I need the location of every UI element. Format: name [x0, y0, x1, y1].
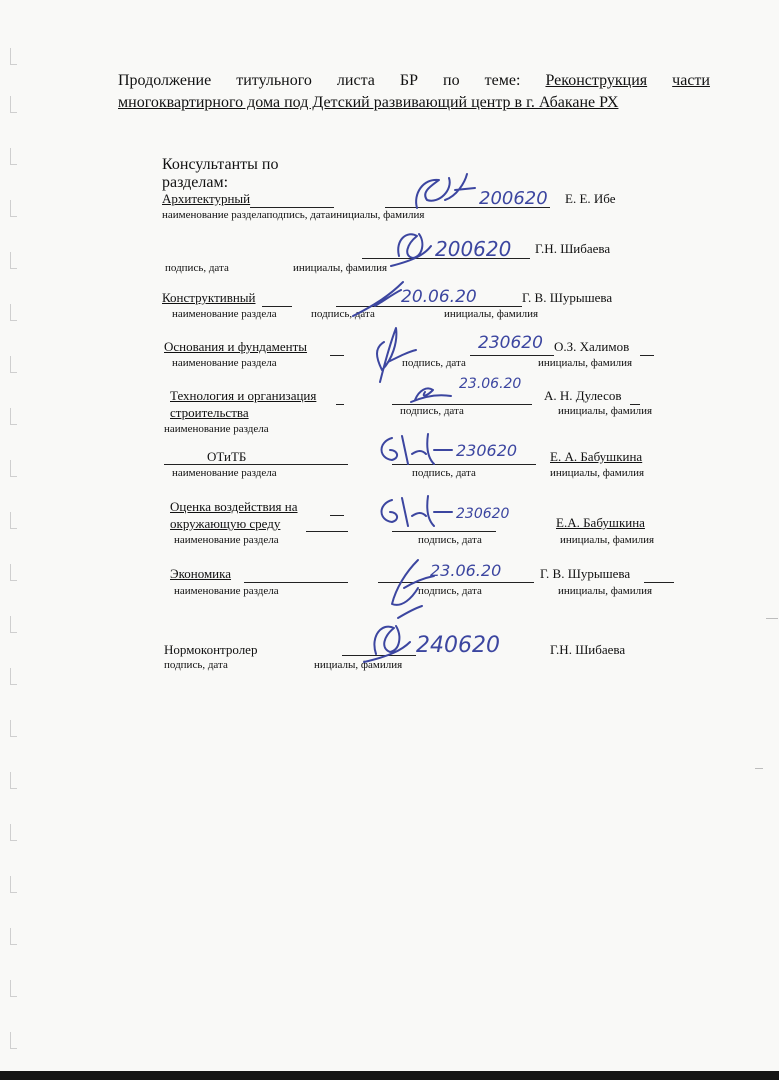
- caption-section: наименование раздела: [172, 308, 277, 320]
- consultant-name: Г.Н. Шибаева: [550, 642, 626, 657]
- fill-line: [330, 515, 344, 516]
- caption-sign-date: подпись, дата: [164, 659, 228, 671]
- caption-section: наименование раздела: [164, 423, 269, 435]
- fill-line: [262, 306, 292, 307]
- margin-mark: [10, 304, 17, 321]
- section-name: окружающую среду: [170, 516, 281, 531]
- margin-mark: [10, 1032, 17, 1049]
- consultant-name: Е. А. Бабушкина: [550, 449, 643, 464]
- fill-line: [336, 404, 344, 405]
- scan-border: [0, 1071, 779, 1080]
- margin-mark: [10, 616, 17, 633]
- fill-line: [164, 464, 348, 465]
- row-caption: наименование разделаподпись, датаинициалы, фамилия: [162, 209, 425, 221]
- title-word: Реконструкция: [545, 72, 648, 89]
- section-name: Технология и организация: [170, 388, 317, 403]
- svg-text:200620: 200620: [435, 237, 512, 261]
- caption-section: наименование раздела: [174, 534, 279, 546]
- margin-mark: [10, 512, 17, 529]
- handwritten-signature: [360, 612, 540, 668]
- margin-mark: [10, 460, 17, 477]
- caption-initials: инициалы, фамилия: [558, 405, 653, 417]
- caption-section: наименование раздела: [172, 467, 277, 479]
- consultant-name: Г.Н. Шибаева: [535, 241, 611, 256]
- consultant-name: Г. В. Шурышева: [522, 290, 613, 305]
- edge-mark: [766, 618, 778, 619]
- svg-text:200620: 200620: [479, 188, 548, 209]
- title-word: титульного: [236, 72, 312, 89]
- title-word: теме:: [484, 72, 521, 89]
- section-name: Оценка воздействия на: [170, 499, 298, 514]
- consultant-name: О.З. Халимов: [554, 339, 630, 354]
- section-name: ОТиТБ: [207, 449, 247, 464]
- handwritten-signature: [372, 490, 542, 536]
- title-word: БР: [399, 72, 418, 89]
- title-topic-line: многоквартирного дома под Детский развивающий центр в г. Абакане РХ: [118, 94, 619, 111]
- caption-sign-date: подпись, дата: [400, 405, 464, 417]
- handwritten-signature: [405, 372, 545, 408]
- handwritten-signature: [405, 170, 565, 220]
- caption-section: наименование раздела: [174, 585, 279, 597]
- section-name: Основания и фундаменты: [164, 339, 308, 354]
- caption-sign-date: подпись, дата: [165, 262, 229, 274]
- caption-initials: инициалы, фамилия: [550, 467, 645, 479]
- caption-initials: инициалы, фамилия: [293, 262, 388, 274]
- margin-mark: [10, 252, 17, 269]
- edge-mark: [755, 768, 763, 769]
- title-word: листа: [336, 72, 375, 89]
- caption-sign-date: подпись, дата: [311, 308, 375, 320]
- title-word: по: [443, 72, 460, 89]
- fill-line: [244, 582, 348, 583]
- caption-initials: инициалы, фамилия: [558, 585, 653, 597]
- section-name: строительства: [170, 405, 249, 420]
- caption-section: наименование раздела: [172, 357, 277, 369]
- consultant-name: Е. Е. Ибе: [565, 191, 616, 206]
- caption-sign-date: подпись, дата: [402, 357, 466, 369]
- document-title: [118, 70, 710, 114]
- caption-initials: инициалы, фамилия: [560, 534, 655, 546]
- section-name: Экономика: [170, 566, 232, 581]
- svg-text:230620: 230620: [456, 506, 510, 522]
- title-word: Продолжение: [118, 72, 212, 89]
- margin-mark: [10, 356, 17, 373]
- consultant-name: Е.А. Бабушкина: [556, 515, 645, 530]
- handwritten-signature: [372, 428, 552, 474]
- margin-mark: [10, 564, 17, 581]
- title-word: части: [672, 72, 710, 89]
- margin-mark: [10, 408, 17, 425]
- margin-mark: [10, 148, 17, 165]
- margin-mark: [10, 720, 17, 737]
- svg-text:23.06.20: 23.06.20: [459, 376, 522, 392]
- caption-sign-date: подпись, дата: [418, 534, 482, 546]
- caption-initials: нициалы, фамилия: [314, 659, 403, 671]
- margin-mark: [10, 200, 17, 217]
- section-name: Конструктивный: [162, 290, 256, 305]
- consultant-name: А. Н. Дулесов: [544, 388, 622, 403]
- caption-sign-date: подпись, дата: [412, 467, 476, 479]
- margin-mark: [10, 96, 17, 113]
- handwritten-signature: [345, 276, 495, 322]
- handwritten-signature: [385, 226, 545, 272]
- margin-mark: [10, 48, 17, 65]
- margin-mark: [10, 668, 17, 685]
- fill-line: [330, 355, 344, 356]
- svg-text:23.06.20: 23.06.20: [430, 561, 502, 580]
- margin-mark: [10, 980, 17, 997]
- fill-line: [640, 355, 654, 356]
- margin-mark: [10, 772, 17, 789]
- caption-sign-date: подпись, дата: [418, 585, 482, 597]
- svg-text:20.06.20: 20.06.20: [401, 287, 477, 307]
- fill-line: [306, 531, 348, 532]
- caption-initials: инициалы, фамилия: [444, 308, 539, 320]
- consultant-name: Г. В. Шурышева: [540, 566, 631, 581]
- caption-initials: инициалы, фамилия: [538, 357, 633, 369]
- margin-mark: [10, 928, 17, 945]
- margin-mark: [10, 876, 17, 893]
- margin-mark: [10, 824, 17, 841]
- consultants-heading: разделам:: [162, 174, 229, 191]
- fill-line: [644, 582, 674, 583]
- normcontroller-label: Нормоконтролер: [164, 642, 258, 657]
- consultants-heading: Консультанты по: [162, 156, 279, 173]
- fill-line: [250, 207, 334, 208]
- section-name: Архитектурный: [162, 191, 251, 206]
- svg-text:230620: 230620: [456, 441, 518, 460]
- svg-text:230620: 230620: [478, 333, 543, 353]
- svg-text:240620: 240620: [416, 633, 500, 658]
